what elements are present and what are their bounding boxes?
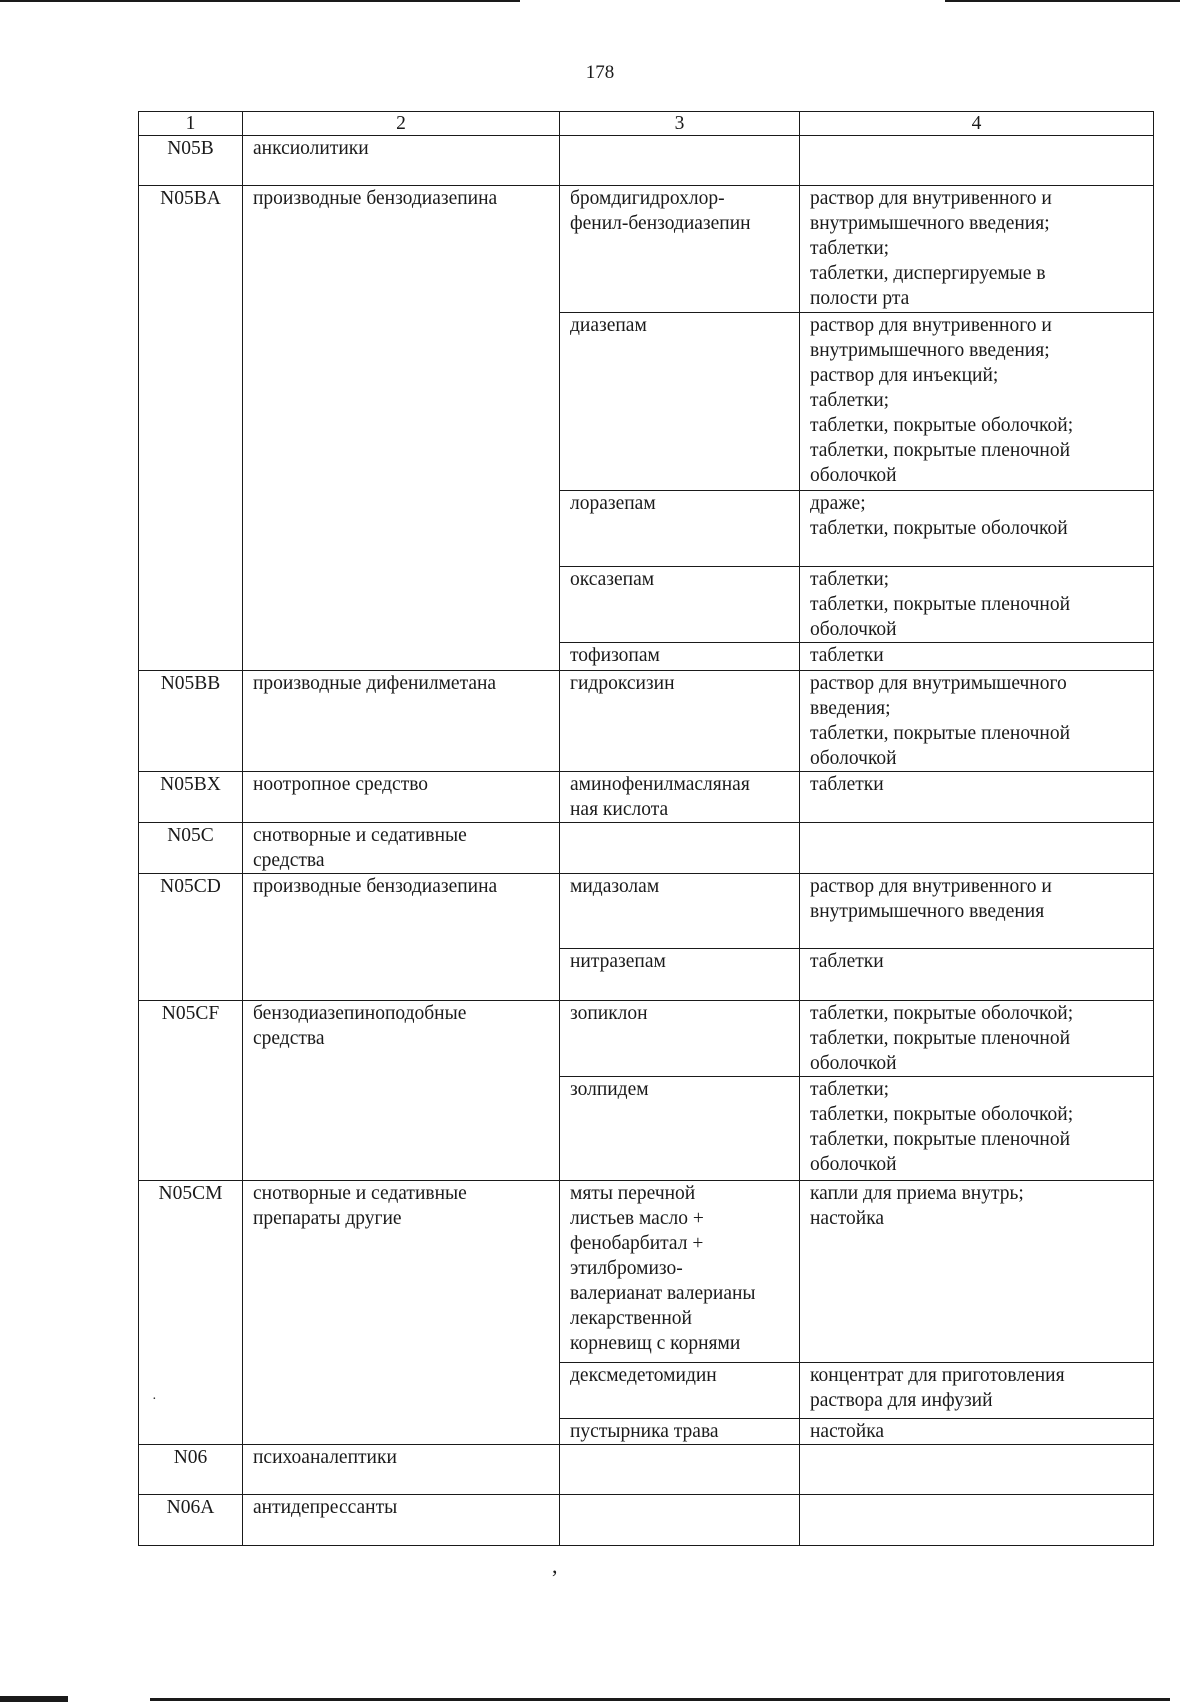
- drug-name-cell-text: лоразепам: [570, 493, 656, 514]
- atc-code-cell-text: N05CF: [161, 1003, 220, 1024]
- dosage-forms-cell-text: таблетки; таблетки, покрытые пленочной оболочкой: [810, 569, 1071, 640]
- drug-name-cell-text: мидазолам: [570, 876, 660, 897]
- drug-name-cell: [560, 1181, 800, 1363]
- group-name-cell-text: психоаналептики: [253, 1447, 397, 1468]
- dosage-forms-cell: [800, 671, 1154, 772]
- dosage-forms-cell-text: концентрат для приготовления раствора для инфузий: [810, 1365, 1065, 1411]
- dosage-forms-cell: [800, 1363, 1154, 1419]
- dosage-forms-cell: [800, 567, 1154, 643]
- table-row: [139, 186, 1154, 313]
- atc-code-cell: [139, 1495, 243, 1546]
- dosage-forms-cell-text: раствор для внутривенного и внутримышечного введения: [810, 876, 1052, 922]
- atc-code-cell: [139, 186, 243, 671]
- drug-name-cell-text: золпидем: [570, 1079, 649, 1100]
- drug-name-cell: [560, 874, 800, 949]
- dosage-forms-cell: [800, 874, 1154, 949]
- atc-code-cell-text: N05CM: [158, 1183, 223, 1204]
- group-name-cell-text: производные дифенилметана: [253, 673, 497, 694]
- table-row: [139, 874, 1154, 949]
- dosage-forms-cell: [800, 772, 1154, 823]
- drug-table: [138, 111, 1154, 1546]
- drug-name-cell-text: оксазепам: [570, 569, 655, 590]
- table-row: [139, 136, 1154, 186]
- dosage-forms-cell: [800, 313, 1154, 491]
- dosage-forms-cell-text: таблетки; таблетки, покрытые оболочкой; таблетки, покрытые пленочной оболочкой: [810, 1079, 1074, 1175]
- atc-code-cell-text: N06A: [166, 1497, 215, 1518]
- dosage-forms-cell-text: раствор для внутримышечного введения; таблетки, покрытые пленочной оболочкой: [810, 673, 1071, 769]
- dosage-forms-cell-text: таблетки: [810, 774, 884, 795]
- atc-code-cell-text: N05B: [167, 138, 214, 159]
- drug-name-cell-text: аминофенилмасляная ная кислота: [570, 774, 750, 820]
- atc-code-cell: [139, 1445, 243, 1495]
- drug-name-cell: [560, 491, 800, 567]
- scan-artifact-top-right: [945, 0, 1180, 2]
- table-row: [139, 1181, 1154, 1363]
- dosage-forms-cell-text: таблетки: [810, 951, 884, 972]
- group-name-cell: [243, 136, 560, 186]
- drug-name-cell-text: нитразепам: [570, 951, 666, 972]
- group-name-cell-text: снотворные и седативные средства: [253, 825, 467, 871]
- atc-code-cell-text: N05BX: [160, 774, 221, 795]
- dosage-forms-cell: [800, 1077, 1154, 1181]
- column-header: 2: [243, 112, 560, 136]
- drug-name-cell: [560, 643, 800, 671]
- dosage-forms-cell: [800, 186, 1154, 313]
- dosage-forms-cell: [800, 1445, 1154, 1495]
- drug-name-cell: [560, 313, 800, 491]
- dosage-forms-cell-text: раствор для внутривенного и внутримышечного введения; раствор для инъекций; таблетки; таблетки, покрытые оболочкой; таблетки, покрытые пленочной оболочкой: [810, 315, 1074, 486]
- dosage-forms-cell-text: раствор для внутривенного и внутримышечного введения; таблетки; таблетки, диспергируемые в полости рта: [810, 188, 1052, 309]
- table-row: [139, 772, 1154, 823]
- dosage-forms-cell-text: капли для приема внутрь; настойка: [810, 1183, 1024, 1229]
- stray-mark: ,: [552, 1553, 558, 1578]
- drug-name-cell: [560, 1077, 800, 1181]
- stray-mark: ·: [152, 1392, 157, 1407]
- atc-code-cell-text: N05CD: [160, 876, 221, 897]
- drug-name-cell: [560, 136, 800, 186]
- group-name-cell-text: анксиолитики: [253, 138, 369, 159]
- drug-name-cell: [560, 823, 800, 874]
- drug-name-cell: [560, 949, 800, 1001]
- drug-name-cell: [560, 1495, 800, 1546]
- drug-name-cell-text: гидроксизин: [570, 673, 675, 694]
- group-name-cell-text: производные бензодиазепина: [253, 188, 498, 209]
- table-row: [139, 1001, 1154, 1077]
- group-name-cell: [243, 186, 560, 671]
- drug-name-cell-text: мяты перечной листьев масло + фенобарбитал + этилбромизо- валерианат валерианы лекарственной корневищ с корнями: [570, 1183, 756, 1354]
- drug-name-cell: [560, 567, 800, 643]
- drug-name-cell: [560, 772, 800, 823]
- dosage-forms-cell-text: драже; таблетки, покрытые оболочкой: [810, 493, 1068, 539]
- atc-code-cell: [139, 874, 243, 1001]
- dosage-forms-cell: [800, 643, 1154, 671]
- atc-code-cell: [139, 1001, 243, 1181]
- dosage-forms-cell: [800, 1419, 1154, 1445]
- dosage-forms-cell: [800, 136, 1154, 186]
- atc-code-cell-text: N06: [173, 1447, 208, 1468]
- group-name-cell: [243, 1445, 560, 1495]
- drug-name-cell: [560, 1363, 800, 1419]
- group-name-cell-text: ноотропное средство: [253, 774, 429, 795]
- atc-code-cell: [139, 671, 243, 772]
- group-name-cell-text: антидепрессанты: [253, 1497, 398, 1518]
- dosage-forms-cell-text: настойка: [810, 1421, 885, 1442]
- group-name-cell: [243, 772, 560, 823]
- atc-code-cell-text: N05C: [167, 825, 214, 846]
- drug-name-cell-text: зопиклон: [570, 1003, 648, 1024]
- atc-code-cell: [139, 823, 243, 874]
- table-row: [139, 671, 1154, 772]
- table-body: [139, 136, 1154, 1546]
- table-row: [139, 1445, 1154, 1495]
- scan-artifact-top-left: [0, 0, 520, 2]
- drug-name-cell: [560, 1445, 800, 1495]
- dosage-forms-cell-text: таблетки: [810, 645, 884, 666]
- table-row: [139, 1495, 1154, 1546]
- scan-artifact-bottom-mid: [150, 1698, 1170, 1701]
- drug-name-cell: [560, 671, 800, 772]
- atc-code-cell-text: N05BB: [160, 673, 221, 694]
- group-name-cell: [243, 1495, 560, 1546]
- group-name-cell-text: производные бензодиазепина: [253, 876, 498, 897]
- dosage-forms-cell: [800, 491, 1154, 567]
- page-number: 178: [585, 62, 615, 83]
- drug-name-cell: [560, 1001, 800, 1077]
- dosage-forms-cell: [800, 1495, 1154, 1546]
- drug-name-cell-text: бромдигидрохлор- фенил-бензодиазепин: [570, 188, 751, 234]
- table-row: [139, 823, 1154, 874]
- drug-name-cell-text: тофизопам: [570, 645, 660, 666]
- group-name-cell: [243, 1001, 560, 1181]
- dosage-forms-cell-text: таблетки, покрытые оболочкой; таблетки, покрытые пленочной оболочкой: [810, 1003, 1074, 1074]
- drug-name-cell: [560, 1419, 800, 1445]
- drug-name-cell-text: диазепам: [570, 315, 647, 336]
- dosage-forms-cell: [800, 949, 1154, 1001]
- atc-code-cell-text: N05BA: [160, 188, 221, 209]
- group-name-cell: [243, 1181, 560, 1445]
- drug-name-cell-text: дексмедетомидин: [570, 1365, 717, 1386]
- dosage-forms-cell: [800, 1001, 1154, 1077]
- atc-code-cell: [139, 136, 243, 186]
- atc-code-cell: [139, 772, 243, 823]
- group-name-cell: [243, 874, 560, 1001]
- column-header: 4: [800, 112, 1154, 136]
- column-header: 1: [139, 112, 243, 136]
- scan-artifact-bottom-left: [0, 1696, 68, 1702]
- drug-name-cell-text: пустырника трава: [570, 1421, 719, 1442]
- group-name-cell: [243, 671, 560, 772]
- drug-name-cell: [560, 186, 800, 313]
- group-name-cell: [243, 823, 560, 874]
- column-header: 3: [560, 112, 800, 136]
- dosage-forms-cell: [800, 823, 1154, 874]
- dosage-forms-cell: [800, 1181, 1154, 1363]
- header-row: [139, 112, 1154, 136]
- group-name-cell-text: снотворные и седативные препараты другие: [253, 1183, 467, 1229]
- group-name-cell-text: бензодиазепиноподобные средства: [253, 1003, 467, 1049]
